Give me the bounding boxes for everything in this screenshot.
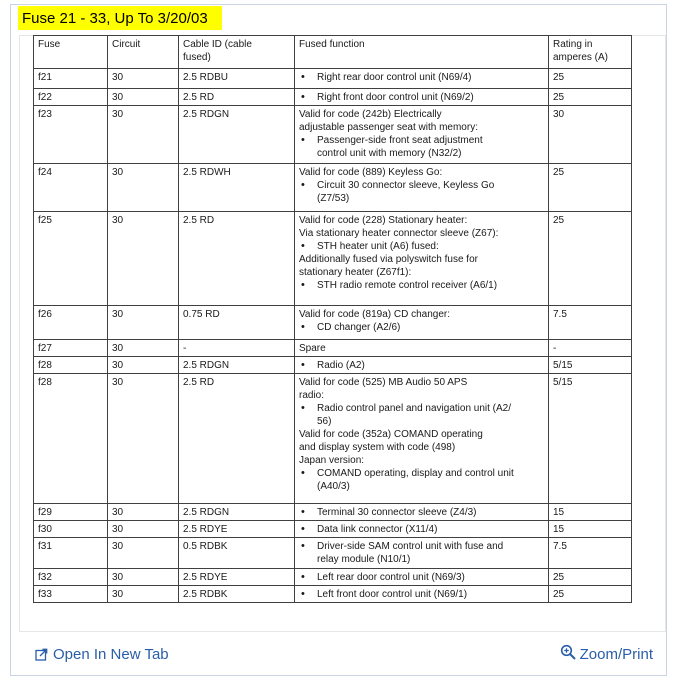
bullet-item: • Circuit 30 connector sleeve, Keyless Go [301,179,495,191]
table-row [34,521,632,538]
cell-cable-id: 2.5 RDYE [179,569,295,586]
bullet-continuation: (Z7/53) [317,193,350,204]
header-rating: Rating in amperes (A) [549,36,632,69]
bullet-icon: • [301,506,305,518]
cell-rating: 25 [549,212,632,306]
cell-cable-id: 0.75 RD [179,306,295,340]
cell-fuse: f23 [34,106,108,164]
cell-circuit: 30 [108,374,179,504]
cell-fused-function [295,340,549,357]
cell-cable-id: 2.5 RDBU [179,69,295,89]
cell-rating: 5/15 [549,374,632,504]
cell-circuit: 30 [108,586,179,603]
open-in-new-tab-button[interactable] [35,646,169,663]
header-cable-id: Cable ID (cable fused) [179,36,295,69]
bullet-item: • Right rear door control unit (N69/4) [301,71,472,83]
bullet-item: • Radio control panel and navigation unit (A2/ [301,402,512,414]
bullet-item: • Data link connector (X11/4) [301,523,438,535]
function-text: Additionally fused via polyswitch fuse for [299,254,478,265]
bullet-continuation: relay module (N10/1) [317,554,411,565]
zoom-print-label: Zoom/Print [579,646,653,663]
bullet-icon: • [301,134,305,146]
cell-fuse: f28 [34,374,108,504]
bullet-item: • CD changer (A2/6) [301,321,401,333]
cell-rating: 7.5 [549,538,632,569]
bullet-icon: • [301,179,305,191]
cell-rating: 5/15 [549,357,632,374]
cell-cable-id: - [179,340,295,357]
cell-fused-function [295,374,549,504]
bullet-icon: • [301,279,305,291]
function-text: Valid for code (889) Keyless Go: [299,167,443,178]
cell-cable-id: 2.5 RDGN [179,106,295,164]
function-text: Via stationary heater connector sleeve (Z67): [299,228,499,239]
bullet-icon: • [301,467,305,479]
bullet-continuation: (A40/3) [317,481,350,492]
bullet-icon: • [301,588,305,600]
table-row [34,569,632,586]
cell-circuit: 30 [108,106,179,164]
table-row [34,89,632,106]
bullet-icon: • [301,571,305,583]
cell-rating: 25 [549,89,632,106]
cell-circuit: 30 [108,164,179,212]
cell-fuse: f24 [34,164,108,212]
bullet-icon: • [301,540,305,552]
table-row [34,504,632,521]
cell-rating: 15 [549,521,632,538]
cell-fuse: f32 [34,569,108,586]
cell-fuse: f28 [34,357,108,374]
header-fused-function: Fused function [295,36,549,69]
cell-rating: 25 [549,69,632,89]
cell-fused-function [295,357,549,374]
fuse-table [33,35,632,603]
table-row [34,340,632,357]
cell-rating: - [549,340,632,357]
cell-cable-id: 2.5 RD [179,374,295,504]
function-text: Valid for code (352a) COMAND operating [299,429,483,440]
cell-fused-function [295,586,549,603]
cell-fuse: f25 [34,212,108,306]
cell-fused-function [295,521,549,538]
cell-fused-function [295,106,549,164]
cell-circuit: 30 [108,69,179,89]
function-text: stationary heater (Z67f1): [299,267,412,278]
cell-fuse: f31 [34,538,108,569]
table-header-row [34,36,632,69]
table-row [34,164,632,212]
cell-circuit: 30 [108,538,179,569]
bullet-item: • Driver-side SAM control unit with fuse and [301,540,504,552]
table-row [34,306,632,340]
cell-circuit: 30 [108,340,179,357]
cell-fuse: f29 [34,504,108,521]
footer-bar [10,638,667,676]
bullet-item: • STH heater unit (A6) fused: [301,240,439,252]
cell-fuse: f33 [34,586,108,603]
bullet-icon: • [301,359,305,371]
page-title: Fuse 21 - 33, Up To 3/20/03 [18,6,222,30]
table-row [34,586,632,603]
cell-circuit: 30 [108,306,179,340]
function-text: radio: [299,390,325,401]
cell-circuit: 30 [108,521,179,538]
cell-rating: 30 [549,106,632,164]
function-text: Spare [299,343,326,354]
bullet-item: • Right front door control unit (N69/2) [301,91,474,103]
cell-rating: 7.5 [549,306,632,340]
bullet-continuation: control unit with memory (N32/2) [317,148,462,159]
bullet-icon: • [301,321,305,333]
cell-cable-id: 2.5 RDBK [179,586,295,603]
table-row [34,374,632,504]
bullet-icon: • [301,402,305,414]
cell-circuit: 30 [108,212,179,306]
magnifier-icon [560,644,577,661]
table-row [34,69,632,89]
function-text: Japan version: [299,455,365,466]
bullet-icon: • [301,71,305,83]
cell-fuse: f26 [34,306,108,340]
cell-fused-function [295,69,549,89]
bullet-item: • Radio (A2) [301,359,365,371]
function-text: and display system with code (498) [299,442,456,453]
cell-fused-function [295,538,549,569]
cell-fused-function [295,212,549,306]
cell-fuse: f27 [34,340,108,357]
function-text: Valid for code (525) MB Audio 50 APS [299,377,468,388]
table-row [34,212,632,306]
cell-cable-id: 2.5 RDYE [179,521,295,538]
bullet-item: • STH radio remote control receiver (A6/1) [301,279,498,291]
open-in-new-tab-label: Open In New Tab [53,646,169,663]
bullet-item: • Terminal 30 connector sleeve (Z4/3) [301,506,477,518]
bullet-item: • Left rear door control unit (N69/3) [301,571,465,583]
title-bar [18,6,222,30]
cell-fused-function [295,504,549,521]
cell-circuit: 30 [108,89,179,106]
cell-rating: 25 [549,586,632,603]
bullet-item: • COMAND operating, display and control unit [301,467,514,479]
function-text: adjustable passenger seat with memory: [299,122,478,133]
cell-cable-id: 2.5 RD [179,212,295,306]
cell-fuse: f21 [34,69,108,89]
cell-fuse: f22 [34,89,108,106]
cell-rating: 25 [549,164,632,212]
cell-fused-function [295,306,549,340]
external-link-icon [35,648,48,661]
cell-fused-function [295,89,549,106]
bullet-continuation: 56) [317,416,332,427]
table-row [34,106,632,164]
cell-rating: 15 [549,504,632,521]
cell-cable-id: 2.5 RDWH [179,164,295,212]
cell-cable-id: 2.5 RDGN [179,357,295,374]
cell-cable-id: 2.5 RD [179,89,295,106]
bullet-item: • Passenger-side front seat adjustment [301,134,483,146]
cell-fused-function [295,569,549,586]
bullet-icon: • [301,240,305,252]
cell-rating: 25 [549,569,632,586]
bullet-icon: • [301,523,305,535]
cell-fused-function [295,164,549,212]
bullet-item: • Left front door control unit (N69/1) [301,588,468,600]
function-text: Valid for code (819a) CD changer: [299,309,451,320]
bullet-icon: • [301,91,305,103]
table-row [34,357,632,374]
function-text: Valid for code (242b) Electrically [299,109,442,120]
cell-cable-id: 0.5 RDBK [179,538,295,569]
zoom-print-button[interactable] [560,644,653,661]
cell-circuit: 30 [108,357,179,374]
cell-circuit: 30 [108,569,179,586]
cell-fuse: f30 [34,521,108,538]
header-fuse: Fuse [34,36,108,69]
cell-cable-id: 2.5 RDGN [179,504,295,521]
cell-circuit: 30 [108,504,179,521]
header-circuit: Circuit [108,36,179,69]
function-text: Valid for code (228) Stationary heater: [299,215,468,226]
table-row [34,538,632,569]
